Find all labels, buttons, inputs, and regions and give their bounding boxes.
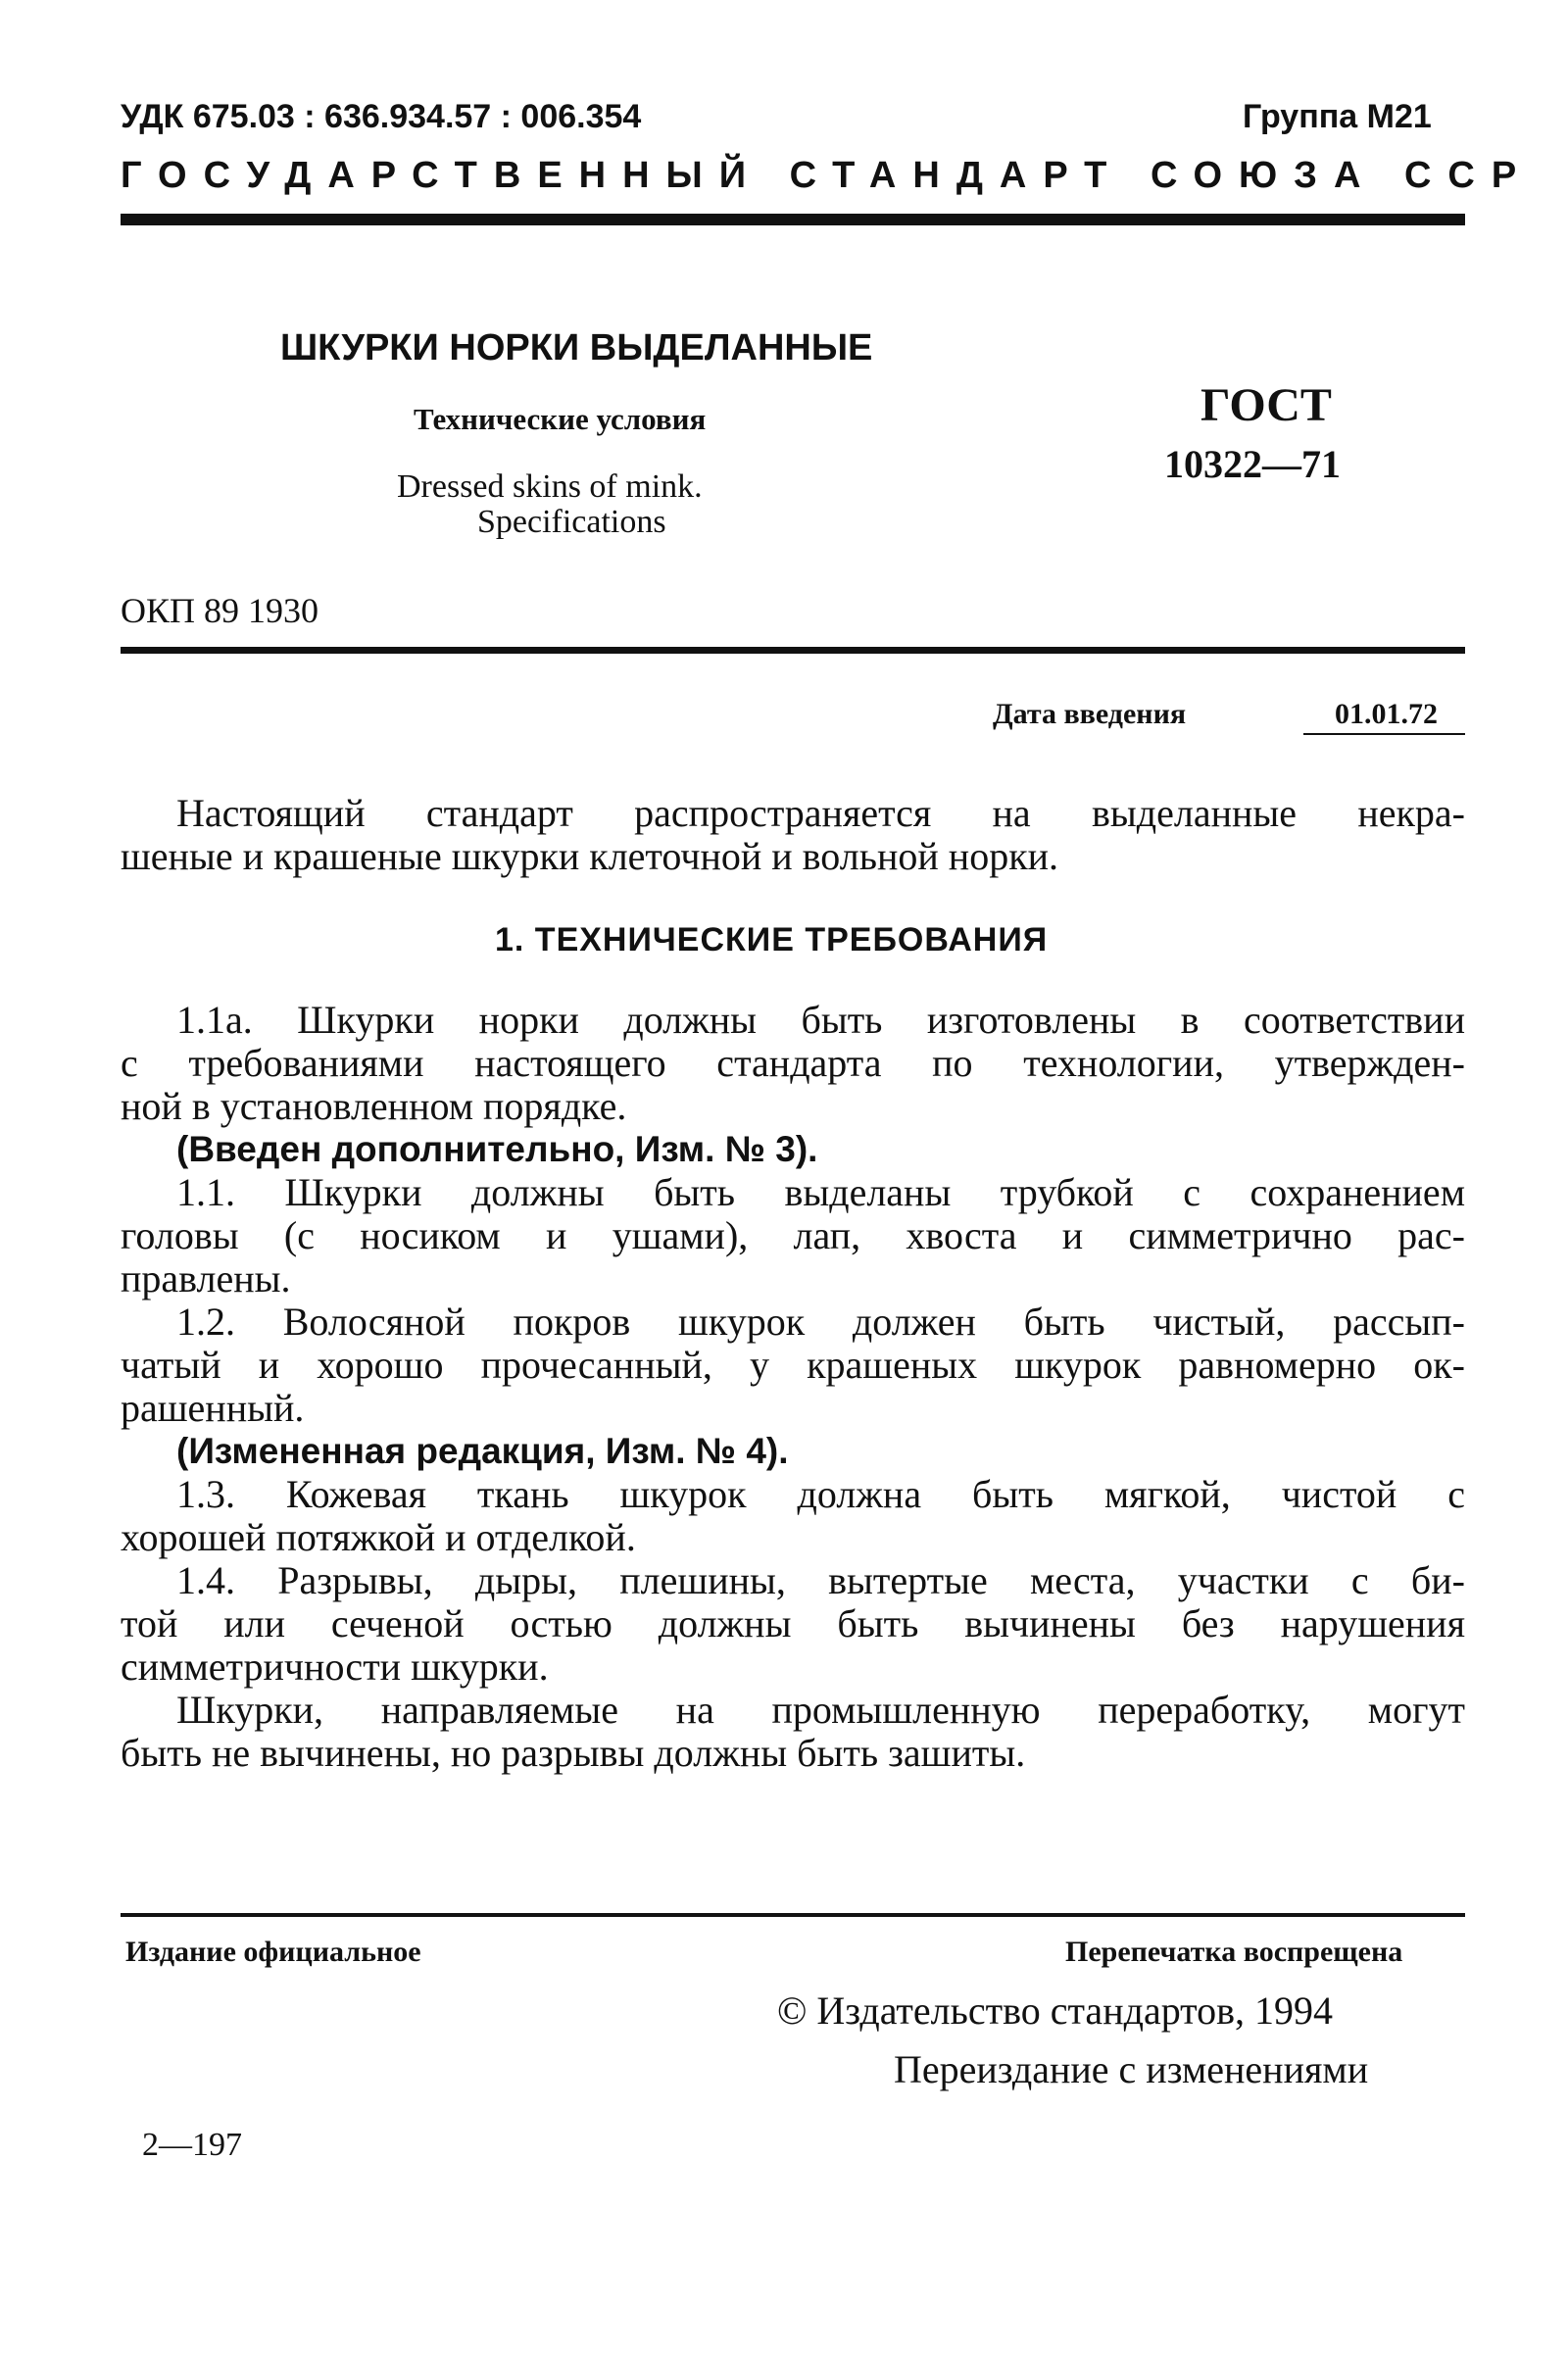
paragraph-line: 1.2. Волосяной покров шкурок должен быть чистый, рассып-	[176, 1300, 1465, 1344]
paragraph-line: ной в установленном порядке.	[121, 1084, 627, 1128]
date-underline	[1303, 733, 1465, 735]
official-edition: Издание официальное	[125, 1936, 421, 1968]
header-rule	[121, 214, 1465, 225]
okp-code: ОКП 89 1930	[121, 591, 319, 630]
group-code: Группа М21	[1243, 98, 1432, 135]
paragraph-line: с требованиями настоящего стандарта по технологии, утвержден-	[121, 1041, 1465, 1085]
paragraph-line: 1.1. Шкурки должны быть выделаны трубкой с сохранением	[176, 1170, 1465, 1214]
standard-banner: ГОСУДАРСТВЕННЫЙ СТАНДАРТ СОЮЗА ССР	[121, 155, 1534, 196]
english-title-line-1: Dressed skins of mink.	[397, 468, 703, 505]
paragraph-line: чатый и хорошо прочесанный, у крашеных шкурок равномерно ок-	[121, 1343, 1465, 1387]
document-subtitle: Технические условия	[414, 402, 707, 436]
gost-label: ГОСТ	[1200, 379, 1332, 431]
amendment-note: (Введен дополнительно, Изм. № 3).	[176, 1129, 818, 1169]
paragraph-line: симметричности шкурки.	[121, 1644, 549, 1689]
copyright-line: © Издательство стандартов, 1994	[777, 1988, 1334, 2033]
page-code: 2—197	[142, 2127, 242, 2163]
paragraph-line: 1.3. Кожевая ткань шкурок должна быть мягкой, чистой с	[176, 1472, 1465, 1516]
paragraph-line: 1.4. Разрывы, дыры, плешины, вытертые места, участки с би-	[176, 1558, 1465, 1602]
intro-line: Настоящий стандарт распространяется на выделанные некра-	[176, 791, 1465, 835]
paragraph-line: рашенный.	[121, 1386, 305, 1430]
paragraph-line: быть не вычинены, но разрывы должны быть зашиты.	[121, 1731, 1026, 1775]
reprint-notice: Перепечатка воспрещена	[1065, 1936, 1403, 1968]
english-title-line-2: Specifications	[477, 504, 666, 540]
section-heading: 1. ТЕХНИЧЕСКИЕ ТРЕБОВАНИЯ	[495, 921, 1049, 958]
paragraph-line: Шкурки, направляемые на промышленную переработку, могут	[176, 1688, 1465, 1732]
date-value: 01.01.72	[1335, 698, 1438, 730]
amendment-note: (Измененная редакция, Изм. № 4).	[176, 1431, 789, 1471]
document-title: ШКУРКИ НОРКИ ВЫДЕЛАННЫЕ	[280, 327, 873, 368]
paragraph-line: правлены.	[121, 1256, 291, 1301]
intro-line: шеные и крашеные шкурки клеточной и вольной норки.	[121, 834, 1059, 878]
footer-rule	[121, 1913, 1465, 1917]
paragraph-line: той или сеченой остью должны быть вычинены без нарушения	[121, 1601, 1465, 1645]
reissue-line: Переиздание с изменениями	[894, 2047, 1369, 2091]
date-label: Дата введения	[993, 698, 1187, 730]
paragraph-line: хорошей потяжкой и отделкой.	[121, 1515, 636, 1559]
title-rule	[121, 647, 1465, 654]
udk-code: УДК 675.03 : 636.934.57 : 006.354	[121, 98, 642, 135]
gost-number: 10322—71	[1164, 442, 1341, 486]
paragraph-line: 1.1а. Шкурки норки должны быть изготовлены в соответствии	[176, 998, 1465, 1042]
paragraph-line: головы (с носиком и ушами), лап, хвоста и симметрично рас-	[121, 1213, 1465, 1257]
